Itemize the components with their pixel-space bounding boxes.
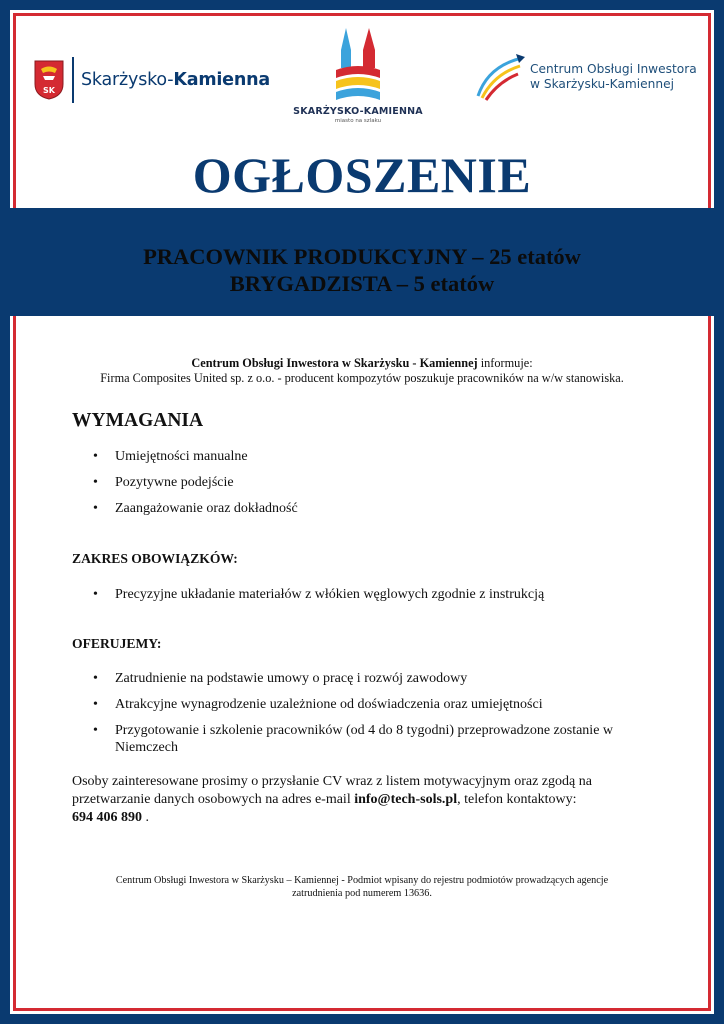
svg-text:SK: SK	[43, 86, 55, 95]
logo-divider	[72, 57, 74, 103]
investor-center-text: Centrum Obsługi Inwestora w Skarżysku-Kamiennej	[530, 62, 697, 91]
bullet-icon: •	[93, 723, 98, 738]
position-production-worker: PRACOWNIK PRODUKCYJNY – 25 etatów	[143, 244, 581, 269]
bullet-icon: •	[93, 501, 98, 516]
bullet-icon: •	[93, 697, 98, 712]
announcement-title: OGŁOSZENIE	[192, 147, 532, 203]
offer-heading: OFERUJEMY:	[72, 636, 162, 651]
logo-skarzysko-kamienna	[34, 55, 270, 105]
contact-phone[interactable]: 694 406 890	[72, 810, 142, 825]
list-item: • Precyzyjne układanie materiałów z włókien węglowych zgodnie z instrukcją	[93, 587, 545, 602]
position-foreman: BRYGADZISTA – 5 etatów	[229, 271, 495, 296]
intro-company-line: Firma Composites United sp. z o.o. - producent kompozytów poszukuje pracowników na w/w stanowiska.	[100, 371, 624, 385]
list-item: • Przygotowanie i szkolenie pracowników (od 4 do 8 tygodni) przeprowadzone zostanie w Niemczech	[93, 723, 614, 755]
list-item: • Atrakcyjne wynagrodzenie uzależnione od doświadczenia oraz umiejętności	[93, 697, 543, 712]
duties-list	[72, 586, 652, 603]
bullet-icon: •	[93, 475, 98, 490]
logo-text: Skarżysko-Kamienna	[81, 70, 270, 90]
contact-email[interactable]: info@tech-sols.pl	[354, 792, 458, 807]
offer-list	[72, 670, 652, 756]
church-towers-icon	[334, 26, 382, 104]
positions-banner	[0, 208, 724, 316]
bullet-icon: •	[93, 449, 98, 464]
list-item: • Umiejętności manualne	[93, 449, 248, 464]
contact-paragraph: Osoby zainteresowane prosimy o przysłanie CV wraz z listem motywacyjnym oraz zgodą na przetwarzanie danych osobowych na adres e-mail info@tech-sols.pl, telefon kontaktowy: 694 406 890 .	[72, 774, 592, 825]
requirements-heading: WYMAGANIA	[72, 410, 204, 431]
list-item: • Zatrudnienie na podstawie umowy o pracę i rozwój zawodowy	[93, 671, 468, 686]
city-crest-icon	[34, 60, 64, 100]
city-motto: miasto na szlaku	[334, 118, 382, 124]
list-item: • Zaangażowanie oraz dokładność	[93, 501, 298, 516]
intro-org: Centrum Obsługi Inwestora w Skarżysku - Kamiennej	[191, 356, 478, 370]
footer-note: Centrum Obsługi Inwestora w Skarżysku – Kamiennej - Podmiot wpisany do rejestru podmiotów prowadzących agencje zatrudnienia pod numerem 13636.	[115, 875, 609, 899]
logo-investor-center	[474, 52, 697, 102]
list-item: • Pozytywne podejście	[93, 475, 234, 490]
city-name: SKARŻYSKO-KAMIENNA	[293, 106, 423, 117]
duties-heading: ZAKRES OBOWIĄZKÓW:	[72, 551, 238, 566]
intro-informs: informuje:	[477, 356, 533, 370]
rocket-swoosh-icon	[474, 52, 526, 102]
requirements-list	[72, 448, 652, 517]
bullet-icon: •	[93, 587, 98, 602]
intro-text	[0, 356, 724, 386]
bullet-icon: •	[93, 671, 98, 686]
logo-city-center	[292, 26, 424, 124]
